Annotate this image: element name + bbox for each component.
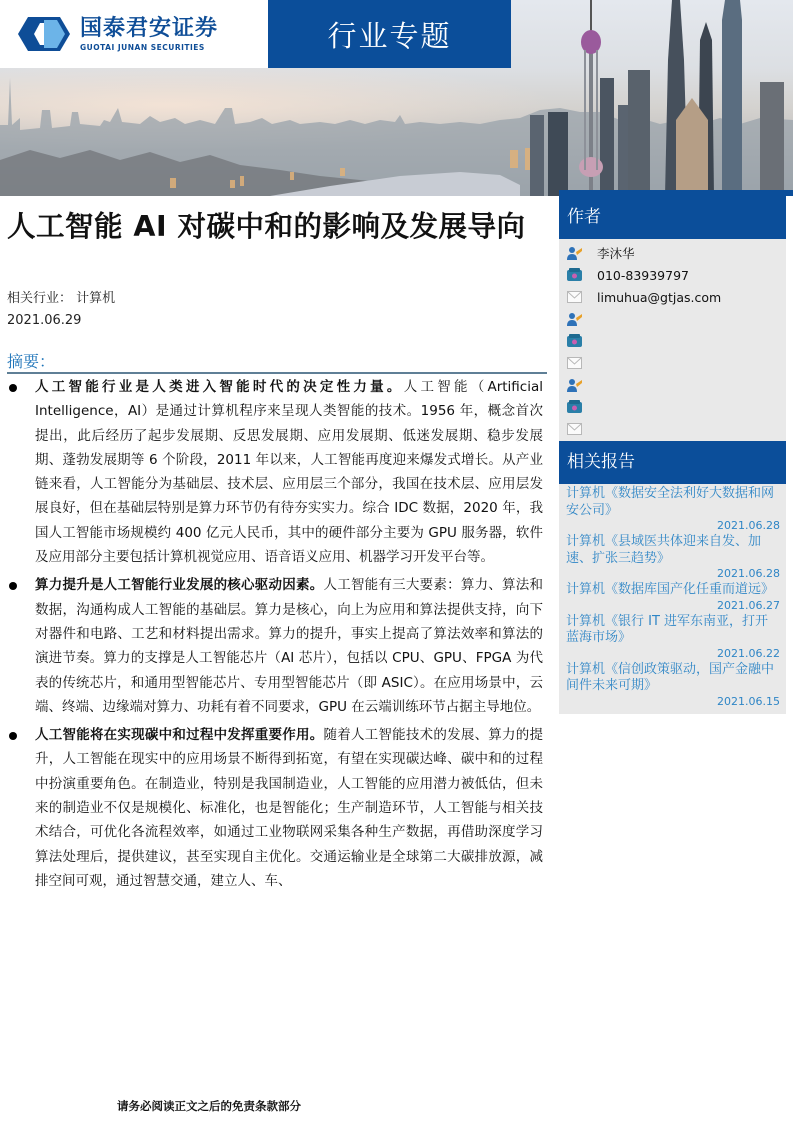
person-icon xyxy=(566,246,583,260)
report-link[interactable]: 计算机《数据安全法利好大数据和网安公司》 xyxy=(566,486,775,518)
author-name: 李沐华 xyxy=(597,246,635,261)
author-email[interactable]: limuhua@gtjas.com xyxy=(597,289,722,305)
related-industry xyxy=(7,287,115,306)
author-row xyxy=(559,264,786,286)
related-reports-heading: 相关报告 xyxy=(559,441,786,484)
phone-icon xyxy=(566,400,583,414)
author-row xyxy=(559,352,786,374)
person-icon xyxy=(566,378,583,392)
summary-bullet xyxy=(8,573,543,719)
phone-icon xyxy=(566,334,583,348)
report-title: 人工智能 AI 对碳中和的影响及发展导向 xyxy=(7,210,526,243)
author-row xyxy=(559,374,786,396)
bullet-dot-icon xyxy=(9,384,17,392)
author-row xyxy=(559,330,786,352)
report-date: 2021.06.28 xyxy=(717,567,780,580)
right-sidebar xyxy=(559,196,786,714)
author-row xyxy=(559,396,786,418)
report-date: 2021.06.28 xyxy=(717,519,780,532)
header-banner xyxy=(0,0,793,196)
authors-list xyxy=(559,239,786,441)
bullet-dot-icon xyxy=(9,582,17,590)
report-date: 2021.06.29 xyxy=(7,313,82,328)
logo-name-en: GUOTAI JUNAN SECURITIES xyxy=(80,42,205,52)
company-logo xyxy=(0,0,268,68)
summary-bullet xyxy=(8,723,543,893)
bullet-lead: 人工智能行业是人类进入智能时代的决定性力量。 xyxy=(35,379,404,395)
report-date: 2021.06.15 xyxy=(717,694,780,708)
summary-bullets xyxy=(8,375,543,897)
related-report-item[interactable] xyxy=(566,534,780,581)
disclaimer-note: 请务必阅读正文之后的免责条款部分 xyxy=(117,1099,301,1113)
industry-value: 计算机 xyxy=(76,291,116,306)
related-report-item[interactable] xyxy=(566,582,780,613)
summary-bullet xyxy=(8,375,543,569)
author-row xyxy=(559,242,786,264)
bullet-body: 人工智能（Artificial Intelligence，AI）是通过计算机程序来呈现人类智能的技术。1956 年，概念首次提出，此后经历了起步发展期、反思发展期、应用发展期、低迷发展期、稳步发展期、蓬勃发展期等 6 个阶段，2011 年以来，人工智能再度迎来爆发式增长。从产业链来看，人工智能分为基础层、技术层、应用层三个部分，我国在技术层、应用层发展良好，但在基础层特别是算力环节仍有待夯实实力。综合 IDC 数据，2020 年，我国人工智能市场规模约 400 亿元人民币，其中的硬件部分主要为 GPU 服务器，软件及应用部分主要包括计算机视觉应用、语音语义应用、机器学习开发平台等。 xyxy=(35,379,544,566)
phone-icon xyxy=(566,268,583,282)
authors-heading: 作者 xyxy=(559,196,786,239)
report-link[interactable]: 计算机《数据库国产化任重而道远》 xyxy=(566,582,775,597)
logo-mark-icon xyxy=(18,17,70,51)
bullet-dot-icon xyxy=(9,732,17,740)
mail-icon xyxy=(566,422,583,436)
bullet-body: 人工智能有三大要素：算力、算法和数据，沟通构成人工智能的基础层。算力是核心，向上为应用和算法提供支持，向下对器件和电路、工艺和材料提出需求。算力的提升，事实上提高了算法效率和算法的演进节奏。算力的支撑是人工智能芯片（AI 芯片），包括以 CPU、GPU、FPGA 为代表的传统芯片，和通用型智能芯片、专用型智能芯片（即 ASIC）。在应用场景中，云端、终端、边缘端对算力、功耗有着不同要求，GPU 在云端训练环节占据主导地位。 xyxy=(35,577,544,715)
logo-name-cn: 国泰君安证券 xyxy=(80,15,219,41)
author-row xyxy=(559,418,786,440)
bullet-body: 随着人工智能技术的发展、算力的提升，人工智能在现实中的应用场景不断得到拓宽，有望在实现碳达峰、碳中和的过程中扮演重要角色。在制造业，特别是我国制造业，人工智能的应用潜力被低估，但未来的制造业不仅是规模化、标准化，也是智能化；生产制造环节，人工智能与相关技术结合，可优化各流程效率，如通过工业物联网采集各种生产数据，再借助深度学习算法处理后，提供建议，甚至实现自主优化。交通运输业是全球第二大碳排放源，减排空间可观，通过智慧交通，建立人、车、 xyxy=(35,727,544,889)
author-row xyxy=(559,308,786,330)
summary-divider xyxy=(7,372,547,374)
author-row xyxy=(559,286,786,308)
report-date: 2021.06.22 xyxy=(717,646,780,660)
related-report-item[interactable] xyxy=(566,662,780,709)
report-link[interactable]: 计算机《银行 IT 进军东南亚，打开蓝海市场》 xyxy=(566,613,769,645)
mail-icon xyxy=(566,356,583,370)
bullet-lead: 算力提升是人工智能行业发展的核心驱动因素。 xyxy=(35,577,324,594)
report-date: 2021.06.27 xyxy=(717,598,780,612)
author-phone: 010-83939797 xyxy=(597,267,689,283)
industry-label: 相关行业： xyxy=(7,291,73,306)
summary-heading: 摘要： xyxy=(7,352,56,371)
bullet-lead: 人工智能将在实现碳中和过程中发挥重要作用。 xyxy=(35,727,324,744)
related-report-item[interactable] xyxy=(566,614,780,661)
report-link[interactable]: 计算机《信创政策驱动，国产金融中间件未来可期》 xyxy=(566,661,775,693)
mail-icon xyxy=(566,290,583,304)
related-report-item[interactable] xyxy=(566,486,780,533)
report-category-tag: 行业专题 xyxy=(268,0,511,68)
related-reports-list xyxy=(559,484,786,714)
report-link[interactable]: 计算机《县域医共体迎来自发、加速、扩张三趋势》 xyxy=(566,534,762,566)
person-icon xyxy=(566,312,583,326)
